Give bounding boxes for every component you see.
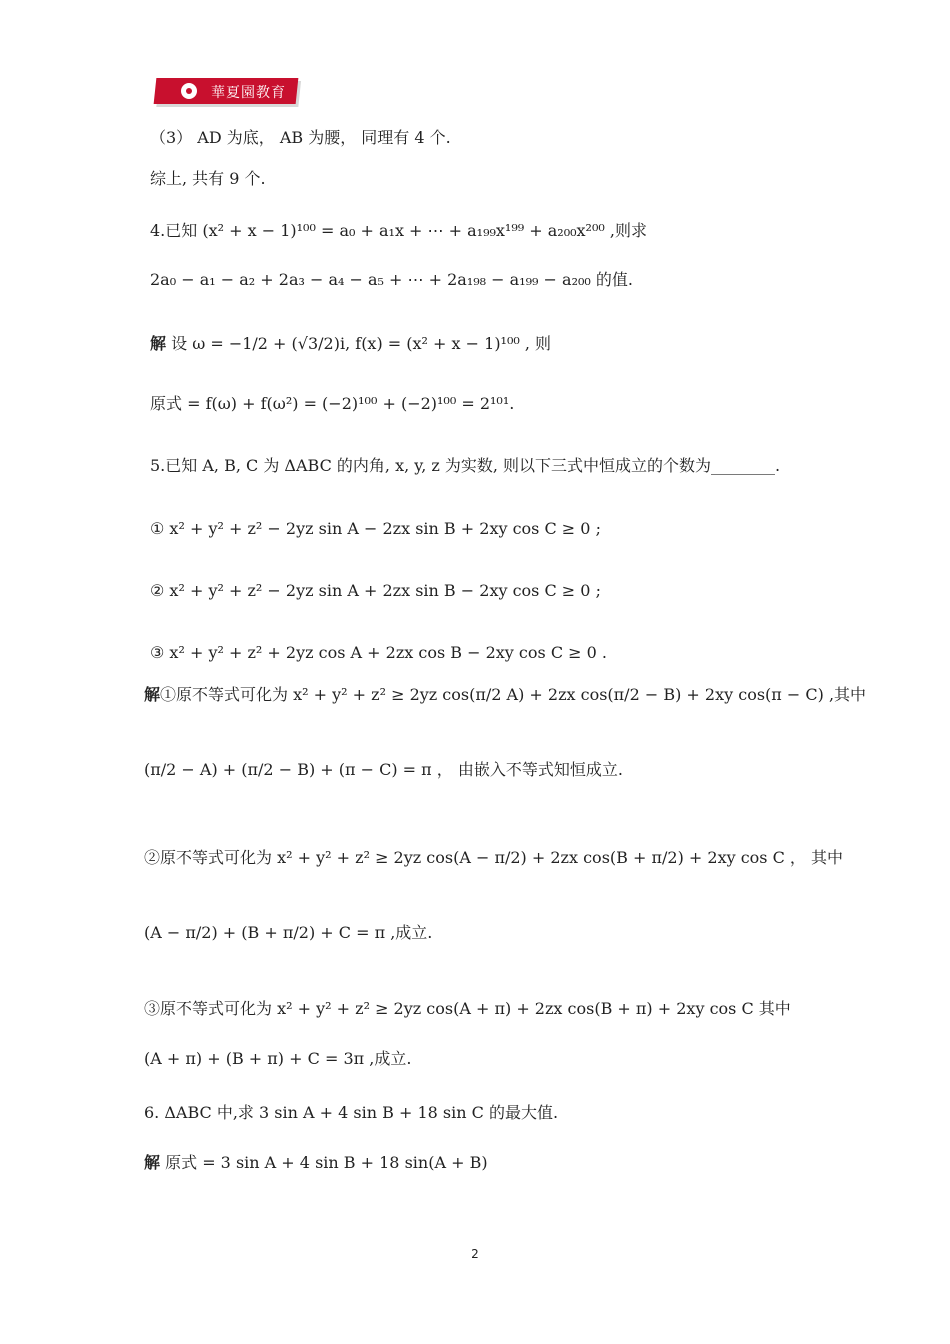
problem-5-condition-1: ① x² + y² + z² − 2yz sin A − 2zx sin B + 2xy cos C ≥ 0 ; xyxy=(150,519,601,538)
solution-label: 解 xyxy=(150,334,167,353)
brand-logo xyxy=(155,76,305,110)
solution-6-line-1 xyxy=(144,1151,488,1175)
problem-5-condition-3: ③ x² + y² + z² + 2yz cos A + 2zx cos B − 2xy cos C ≥ 0 . xyxy=(150,643,607,662)
page-number: 2 xyxy=(471,1247,479,1261)
solution-5-line-6: (A + π) + (B + π) + C = 3π ,成立. xyxy=(144,1049,412,1068)
solution-5-line-4: (A − π/2) + (B + π/2) + C = π ,成立. xyxy=(144,923,433,942)
problem-5-statement: 5.已知 A, B, C 为 ΔABC 的内角, x, y, z 为实数, 则以下三式中恒成立的个数为________. xyxy=(150,456,781,475)
solution-label: 解 xyxy=(144,1153,161,1172)
solution-4-line-1 xyxy=(150,332,551,356)
solution-5-text-1: ①原不等式可化为 x² + y² + z² ≥ 2yz cos(π/2 A) + 2zx cos(π/2 − B) + 2xy cos(π − C) ,其中 xyxy=(160,685,867,704)
solution-5-line-1 xyxy=(144,683,866,707)
solution-5-line-5: ③原不等式可化为 x² + y² + z² ≥ 2yz cos(A + π) + 2zx cos(B + π) + 2xy cos C 其中 xyxy=(144,999,791,1018)
solution-5-line-3: ②原不等式可化为 x² + y² + z² ≥ 2yz cos(A − π/2) + 2zx cos(B + π/2) + 2xy cos C ， 其中 xyxy=(144,848,844,867)
solution-5-line-2: (π/2 − A) + (π/2 − B) + (π − C) = π ， 由嵌入不等式知恒成立. xyxy=(144,760,623,779)
solution-4-line-2: 原式 = f(ω) + f(ω²) = (−2)¹⁰⁰ + (−2)¹⁰⁰ = 2¹⁰¹. xyxy=(150,394,515,413)
problem-6-statement: 6. ΔABC 中,求 3 sin A + 4 sin B + 18 sin C 的最大值. xyxy=(144,1103,559,1122)
solution-4-text-1: 设 ω = −1/2 + (√3/2)i, f(x) = (x² + x − 1)¹⁰⁰ , 则 xyxy=(166,334,552,353)
solution-6-text-1: 原式 = 3 sin A + 4 sin B + 18 sin(A + B) xyxy=(160,1153,488,1172)
problem-4-expression: 2a₀ − a₁ − a₂ + 2a₃ − a₄ − a₅ + ⋯ + 2a₁₉₈ − a₁₉₉ − a₂₀₀ 的值. xyxy=(150,270,633,289)
case-3-text: （3） AD 为底， AB 为腰， 同理有 4 个. xyxy=(150,128,451,147)
logo-emblem-icon xyxy=(181,83,197,99)
logo-text: 華夏園教育 xyxy=(211,85,286,101)
problem-5-condition-2: ② x² + y² + z² − 2yz sin A + 2zx sin B − 2xy cos C ≥ 0 ; xyxy=(150,581,601,600)
solution-label: 解 xyxy=(144,685,161,704)
problem-4-statement: 4.已知 (x² + x − 1)¹⁰⁰ = a₀ + a₁x + ⋯ + a₁₉₉x¹⁹⁹ + a₂₀₀x²⁰⁰ ,则求 xyxy=(150,221,647,240)
summary-text: 综上, 共有 9 个. xyxy=(150,169,266,188)
